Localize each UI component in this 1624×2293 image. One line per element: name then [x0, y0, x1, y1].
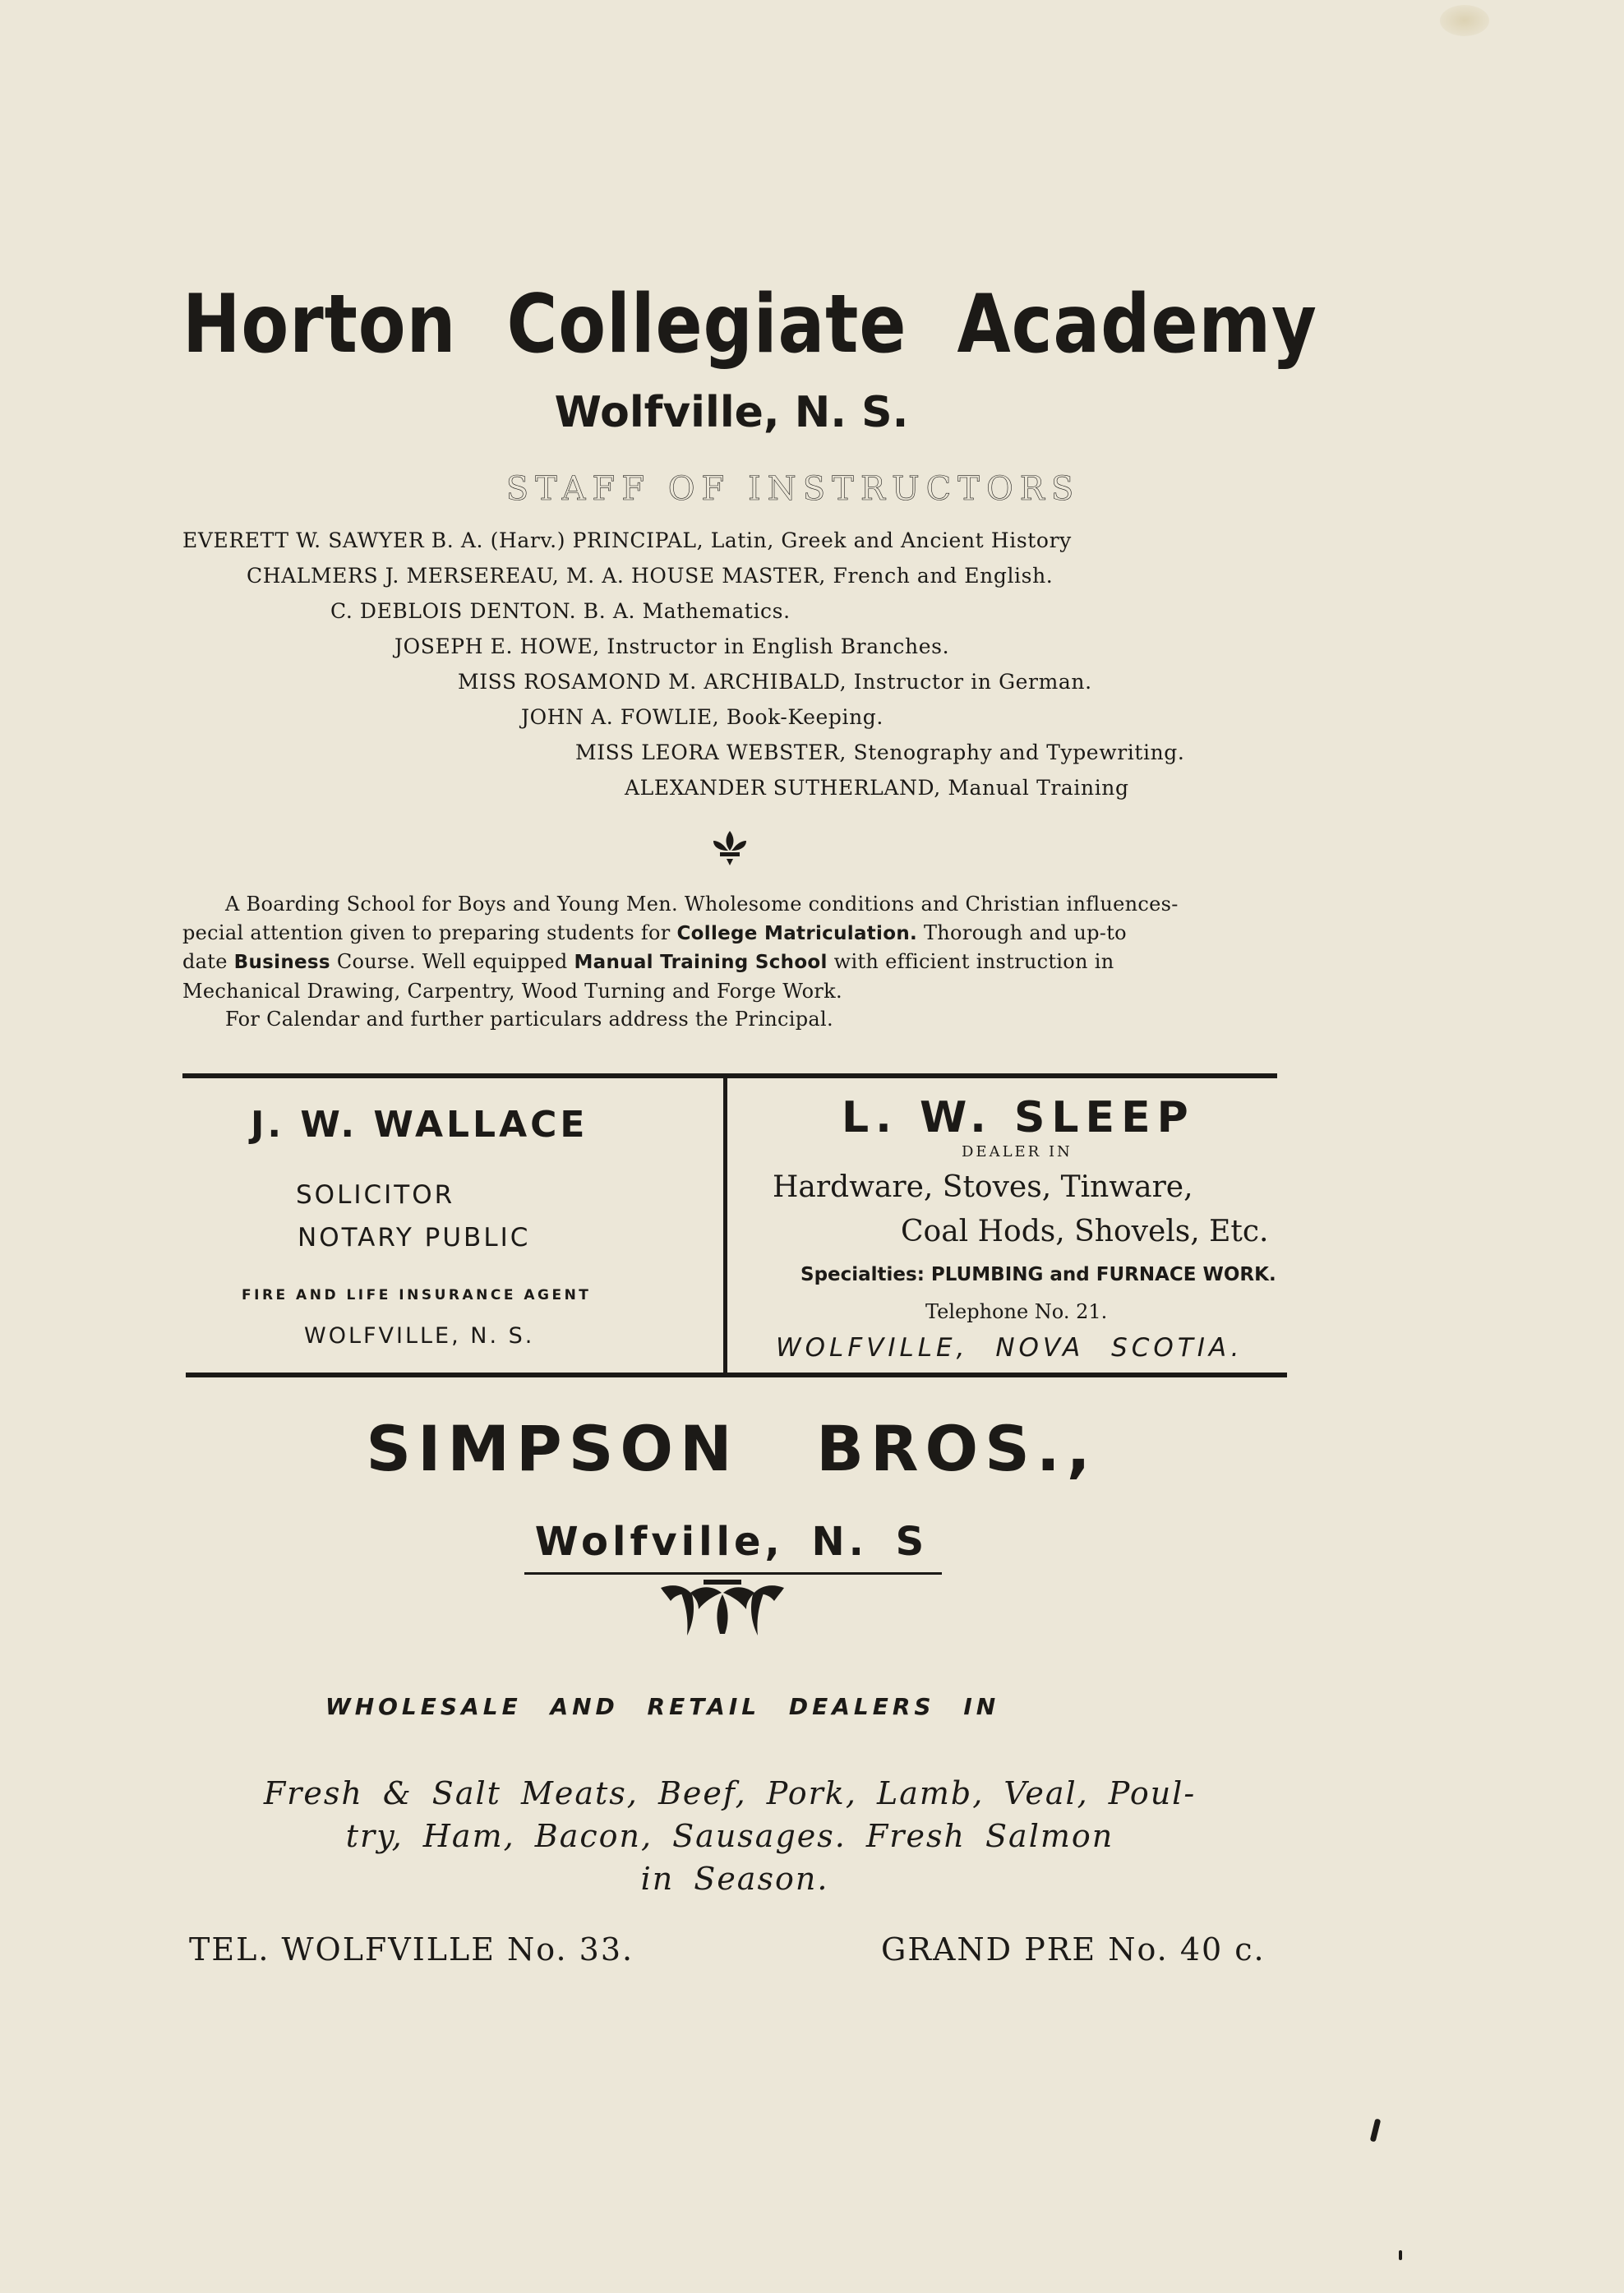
academy-description	[182, 890, 1292, 1034]
sleep-goods-line: Hardware, Stoves, Tinware,	[773, 1170, 1193, 1204]
simpson-goods-line: Fresh & Salt Meats, Beef, Pork, Lamb, Veal, Poul-	[263, 1775, 1197, 1811]
simpson-goods-line: in Season.	[640, 1861, 829, 1897]
simpson-tel-wolfville: TEL. WOLFVILLE No. 33.	[189, 1931, 634, 1968]
vertical-divider	[723, 1077, 727, 1373]
simpson-name: SIMPSON BROS.,	[366, 1412, 1097, 1485]
top-rule	[182, 1073, 1277, 1078]
simpson-underline	[524, 1572, 942, 1575]
simpson-wholesale: WHOLESALE AND RETAIL DEALERS IN	[325, 1693, 1000, 1720]
description-line: For Calendar and further particulars address the Principal.	[225, 1008, 833, 1031]
simpson-goods-line: try, Ham, Bacon, Sausages. Fresh Salmon	[345, 1818, 1114, 1854]
wallace-solicitor: SOLICITOR	[296, 1180, 455, 1210]
sleep-dealer: DEALER IN	[962, 1143, 1073, 1160]
simpson-town: Wolfville, N. S	[534, 1519, 929, 1565]
wallace-town: WOLFVILLE, N. S.	[304, 1323, 535, 1349]
description-line: pecial attention given to preparing students for College Matriculation. Thorough and up-to	[182, 920, 1127, 944]
description-line: Mechanical Drawing, Carpentry, Wood Turning and Forge Work.	[182, 979, 842, 1003]
ink-mark	[1399, 2250, 1402, 2260]
staff-line: ALEXANDER SUTHERLAND, Manual Training	[625, 776, 1129, 800]
ornament-icon	[656, 1576, 789, 1640]
staff-line: JOSEPH E. HOWE, Instructor in English Branches.	[394, 634, 950, 658]
sleep-telephone: Telephone No. 21.	[925, 1300, 1108, 1323]
staff-line: C. DEBLOIS DENTON. B. A. Mathematics.	[330, 599, 791, 623]
description-line: date Business Course. Well equipped Manual Training School with efficient instruction in	[182, 950, 1114, 973]
staff-line: JOHN A. FOWLIE, Book-Keeping.	[521, 705, 884, 729]
paper-stain	[1440, 5, 1489, 36]
fleuron-icon	[708, 826, 751, 869]
staff-line: MISS LEORA WEBSTER, Stenography and Typewriting.	[575, 740, 1185, 764]
sleep-town: WOLFVILLE, NOVA SCOTIA.	[776, 1333, 1243, 1363]
sleep-name: L. W. SLEEP	[842, 1093, 1195, 1142]
bottom-rule	[186, 1373, 1287, 1377]
sleep-goods-line: Coal Hods, Shovels, Etc.	[901, 1215, 1269, 1248]
staff-line: MISS ROSAMOND M. ARCHIBALD, Instructor in German.	[458, 670, 1092, 694]
staff-line: EVERETT W. SAWYER B. A. (Harv.) PRINCIPAL, Latin, Greek and Ancient History	[182, 528, 1072, 552]
wallace-notary: NOTARY PUBLIC	[298, 1223, 531, 1253]
staff-heading: STAFF OF INSTRUCTORS	[505, 470, 1081, 508]
sleep-specialties: Specialties: PLUMBING and FURNACE WORK.	[800, 1264, 1276, 1285]
description-line: A Boarding School for Boys and Young Men. Wholesome conditions and Christian influences-	[225, 893, 1179, 916]
simpson-tel-grand-pre: GRAND PRE No. 40 c.	[881, 1931, 1266, 1968]
wallace-name: J. W. WALLACE	[251, 1104, 588, 1146]
academy-title: Horton Collegiate Academy	[182, 278, 1317, 371]
staff-line: CHALMERS J. MERSEREAU, M. A. HOUSE MASTER, French and English.	[247, 564, 1054, 588]
ink-mark	[1370, 2119, 1382, 2143]
academy-location: Wolfville, N. S.	[554, 388, 909, 437]
wallace-insurance: FIRE AND LIFE INSURANCE AGENT	[242, 1287, 592, 1303]
